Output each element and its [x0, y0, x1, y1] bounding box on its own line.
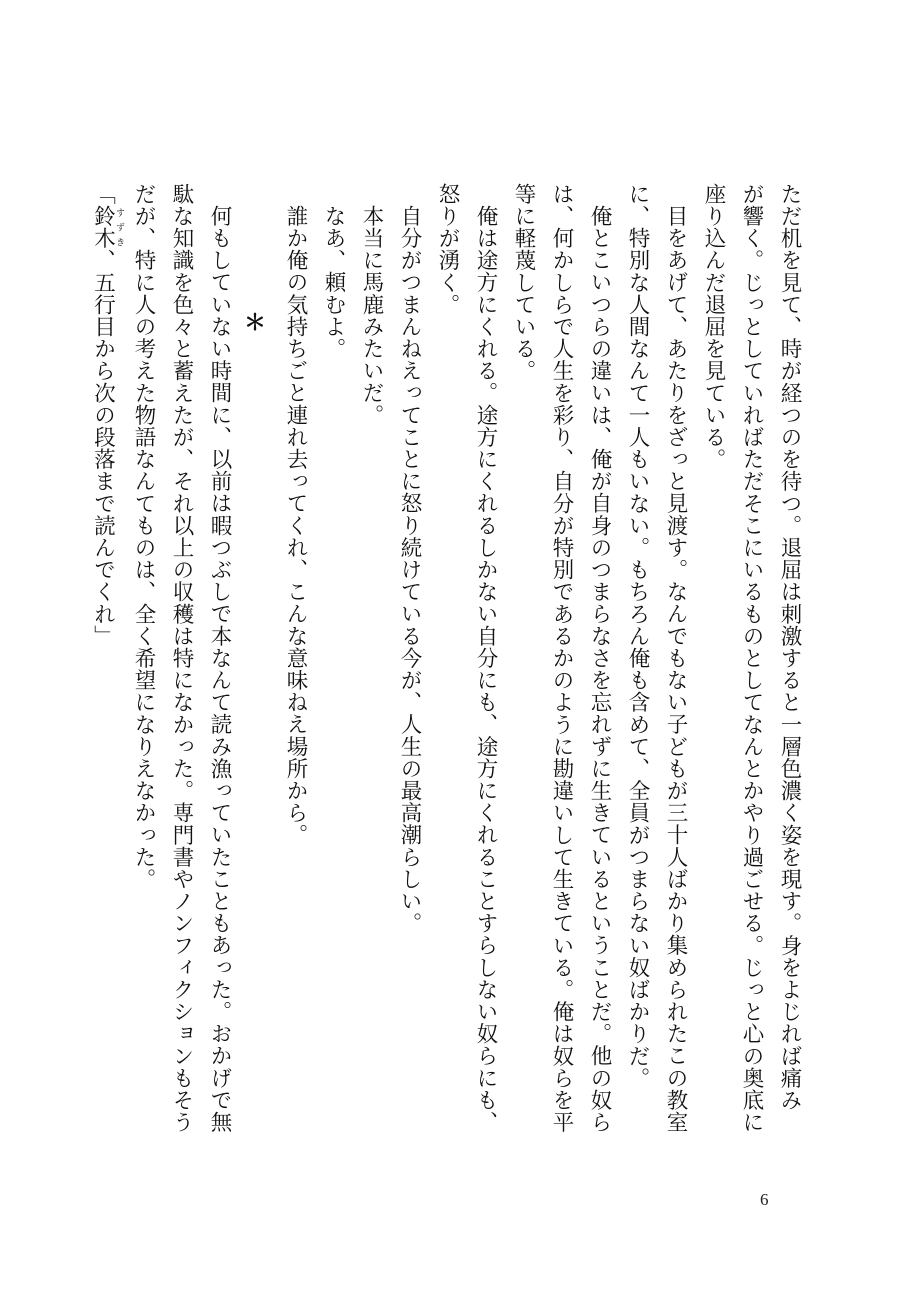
text-line: ただ机を見て、時が経つのを待つ。退屈は刺激すると一層色濃く姿を現す。身をよじれば痛み [777, 183, 802, 1112]
text-line: 誰か俺の気持ちごと連れ去ってくれ、こんな意味ねえ場所から。 [283, 204, 308, 846]
quote-open: 「 [90, 183, 116, 206]
text-line: 俺とこいつらの違いは、俺が自身のつまらなさを忘れずに生きているということだ。他の奴ら [587, 204, 612, 1133]
page-number: 6 [760, 1190, 769, 1209]
name-with-furigana [90, 205, 124, 250]
furigana: すずき [114, 205, 124, 250]
text-line: 目をあげて、あたりをざっと見渡す。なんでもない子どもが三十人ばかり集められたこの教室 [663, 204, 688, 1133]
text-line: 自分がつまんねえってことに怒り続けている今が、人生の最高潮らしい。 [397, 204, 422, 934]
text-line: なあ、頼むよ。 [321, 204, 346, 360]
text-line: 俺は途方にくれる。途方にくれるしかない自分にも、途方にくれることすらしない奴らにも、 [473, 204, 498, 1133]
scene-break [238, 183, 276, 1143]
text-line: は、何かしらで人生を彩り、自分が特別であるかのように勘違いして生きている。俺は奴らを平 [549, 183, 574, 1134]
text-line: 等に軽蔑している。 [511, 183, 536, 382]
vertical-text-body [84, 183, 809, 1143]
scene-break-asterisk: ＊ [244, 311, 267, 336]
text-line: 怒りが湧く。 [435, 183, 460, 316]
quote-rest: 、五行目から次の段落まで読んでくれ」 [90, 249, 116, 648]
text-line: 本当に馬鹿みたいだ。 [359, 204, 384, 426]
dialogue-line [84, 183, 125, 1143]
ruby-base: 鈴木 [90, 205, 116, 250]
text-line: が響く。じっとしていればただそこにいるものとしてなんとかやり過ごせる。じっと心の奥底に [739, 183, 764, 1134]
text-line: だが、特に人の考えた物語なんてものは、全く希望になりえなかった。 [131, 183, 156, 891]
text-line: 何もしていない時間に、以前は暇つぶしで本なんて読み漁っていたこともあった。おかげで無 [207, 204, 232, 1133]
text-line: 座り込んだ退屈を見ている。 [701, 183, 726, 471]
text-line: に、特別な人間なんて一人もいない。もちろん俺も含めて、全員がつまらない奴ばかりだ。 [625, 183, 650, 1090]
text-line: 駄な知識を色々と蓄えたが、それ以上の収穫は特になかった。専門書やノンフィクションもそう [169, 183, 194, 1134]
